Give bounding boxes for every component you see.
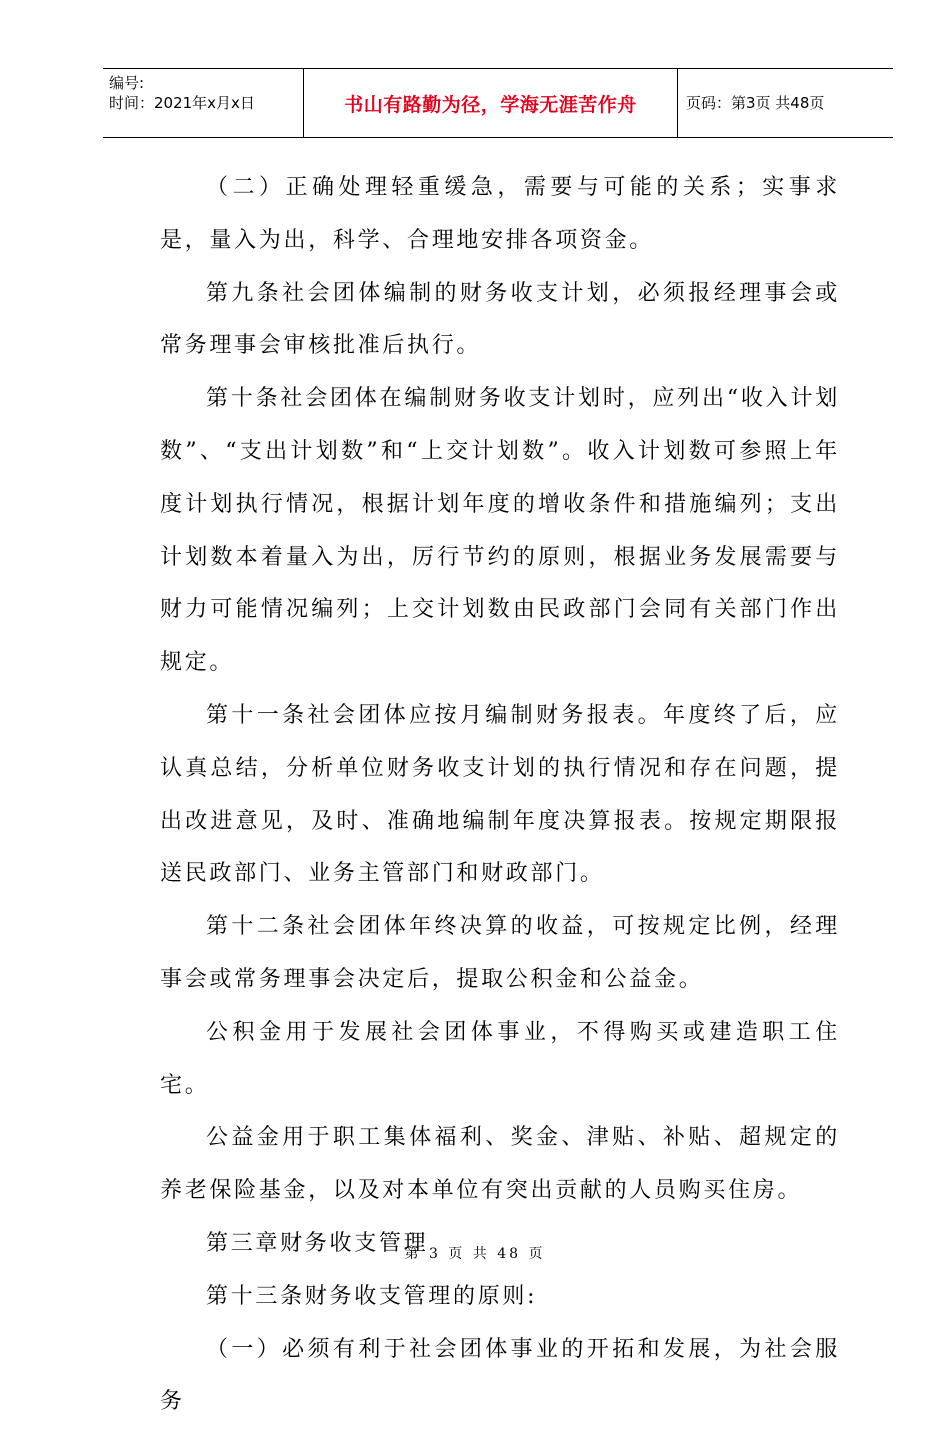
document-body xyxy=(160,162,840,1429)
motto: 书山有路勤为径，学海无涯苦作舟 xyxy=(344,93,637,116)
paragraph: （一）必须有利于社会团体事业的开拓和发展，为社会服务 xyxy=(160,1336,840,1415)
paragraph: 第十三条财务收支管理的原则: xyxy=(206,1283,538,1309)
number-label: 编号: xyxy=(109,74,145,92)
page-info: 页码：第3页 共48页 xyxy=(686,94,825,112)
paragraph: 第九条社会团体编制的财务收支计划，必须报经理事会或常务理事会审核批准后执行。 xyxy=(160,280,840,359)
paragraph: 第十条社会团体在编制财务收支计划时，应列出“收入计划数”、“支出计划数”和“上交计划数”。收入计划数可参照上年度计划执行情况，根据计划年度的增收条件和措施编列；支出计划数本着量入为出，厉行节约的原则，根据业务发展需要与财力可能情况编列；上交计划数由民政部门会同有关部门作出规定。 xyxy=(160,386,840,676)
paragraph: 公积金用于发展社会团体事业，不得购买或建造职工住宅。 xyxy=(160,1019,840,1098)
paragraph: 第十二条社会团体年终决算的收益，可按规定比例，经理事会或常务理事会决定后，提取公积金和公益金。 xyxy=(160,914,840,992)
chapter-heading: 第三章财务收支管理 xyxy=(206,1230,429,1256)
time-label: 时间：2021年x月x日 xyxy=(109,94,255,112)
paragraph: （二）正确处理轻重缓急，需要与可能的关系；实事求是，量入为出，科学、合理地安排各项资金。 xyxy=(160,175,840,253)
page-footer: 第 3 页 共 48 页 xyxy=(404,1246,546,1262)
paragraph: 公益金用于职工集体福利、奖金、津贴、补贴、超规定的养老保险基金，以及对本单位有突出贡献的人员购买住房。 xyxy=(160,1125,840,1204)
page-header xyxy=(103,68,893,138)
header-page-cell xyxy=(678,69,893,137)
header-meta xyxy=(103,69,304,137)
header-motto-cell xyxy=(304,69,678,137)
paragraph: 第十一条社会团体应按月编制财务报表。年度终了后，应认真总结，分析单位财务收支计划的执行情况和存在问题，提出改进意见，及时、准确地编制年度决算报表。按规定期限报送民政部门、业务主管部门和财政部门。 xyxy=(160,702,840,887)
